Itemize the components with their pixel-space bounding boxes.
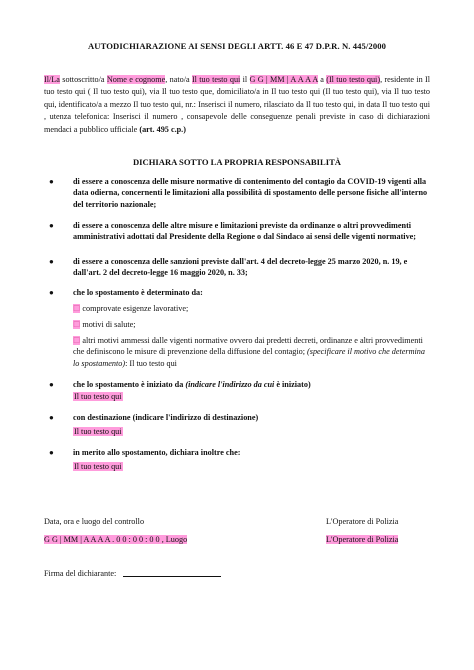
declaration-item-3: ● di essere a conoscenza delle sanzioni previste dall'art. 4 del decreto-legge 25 marzo 2020, n. 19, e dall'art. 2 del decreto-legge 16 maggio 2020, n. 33;	[49, 257, 408, 278]
checkbox-icon[interactable]: ☐	[73, 336, 81, 345]
destination-address-field[interactable]: Il tuo testo qui	[74, 427, 122, 436]
declaration-item-6: ● con destinazione (indicare l'indirizzo di destinazione)	[49, 413, 259, 422]
date-time-place-field[interactable]: G G | MM | A A A A . 0 0 : 0 0 : 0 0 , Luogo	[44, 535, 188, 544]
bullet-dot-icon: ●	[49, 413, 54, 422]
signature-line[interactable]	[123, 576, 221, 577]
declarant-paragraph: Il/La sottoscritto/a Nome e cognome, nato/a Il tuo testo qui il G G | MM | A A A A a (Il tuo testo qui), residente in Il tuo testo qui ( Il tuo testo qui), via Il tuo testo que, domiciliato/a in Il tuo testo qui (Il tuo testo qui), via Il tuo testo qui, identificato/a a mezzo Il tuo testo qui, nr.: Inserisci il numero, rilasciato da Il tuo testo qui, in data Il tuo testo qui , utenza telefonica: Inserisci il numero , consapevole delle conseguenze penali previste in caso di dichiarazioni mendaci a pubblico ufficiale (art. 495 c.p.)	[44, 75, 431, 134]
declaration-item-4: ● che lo spostamento è determinato da:	[49, 288, 203, 297]
bullet-dot-icon: ●	[49, 177, 54, 186]
document-title: AUTODICHIARAZIONE AI SENSI DEGLI ARTT. 46 E 47 D.P.R. N. 445/2000	[87, 41, 387, 51]
birthplace-field[interactable]: Il tuo testo qui	[191, 75, 241, 84]
checkbox-icon[interactable]: ☐	[73, 320, 81, 329]
bullet-dot-icon: ●	[49, 288, 54, 297]
birthdate-field[interactable]: G G | MM | A A A A	[249, 75, 318, 84]
declaration-heading: DICHIARA SOTTO LA PROPRIA RESPONSABILITÀ	[132, 157, 342, 167]
declaration-item-5: ● che lo spostamento è iniziato da (indicare l'indirizzo da cui è iniziato)	[49, 380, 311, 389]
bullet-dot-icon: ●	[49, 257, 54, 266]
bullet-dot-icon: ●	[49, 448, 54, 457]
additional-declaration-field[interactable]: Il tuo testo qui	[74, 462, 122, 471]
checkbox-icon[interactable]: ☐	[73, 304, 81, 313]
operator-field[interactable]: L'Operatore di Polizia	[326, 535, 399, 544]
declaration-item-1: ● di essere a conoscenza delle misure normative di contenimento del contagio da COVID-19 vigenti alla data odierna, concernenti le limitazioni alla possibilità di spostamento delle persone fisiche all'interno del territorio nazionale;	[49, 177, 428, 209]
reason-option-work[interactable]: ☐ comprovate esigenze lavorative;	[73, 304, 189, 313]
declaration-item-2: ● di essere a conoscenza delle altre misure e limitazioni previste da ordinanze o altri provvedimenti amministrativi adottati dal Presidente della Regione o dal Sindaco ai sensi delle vigenti normative;	[49, 221, 417, 242]
reason-option-health[interactable]: ☐ motivi di salute;	[73, 320, 136, 329]
date-place-label: Data, ora e luogo del controllo	[44, 517, 145, 526]
signature-label: Firma del dichiarante:	[44, 569, 117, 578]
title-field[interactable]: Il/La	[44, 75, 60, 84]
declaration-item-7: ● in merito allo spostamento, dichiara inoltre che:	[49, 448, 241, 457]
name-field[interactable]: Nome e cognome	[106, 75, 166, 84]
operator-label: L'Operatore di Polizia	[326, 517, 399, 526]
reason-option-other[interactable]: ☐ altri motivi ammessi dalle vigenti normative ovvero dai predetti decreti, ordinanze e altri provvedimenti che definiscono le misure di prevenzione della diffusione del contagio; (specificare il motivo che determina lo spostamento): Il tuo testo qui	[73, 336, 425, 368]
bullet-dot-icon: ●	[49, 221, 54, 230]
province-field[interactable]: (Il tuo testo qui)	[326, 75, 381, 84]
bullet-dot-icon: ●	[49, 380, 54, 389]
start-address-field[interactable]: Il tuo testo qui	[74, 392, 122, 401]
